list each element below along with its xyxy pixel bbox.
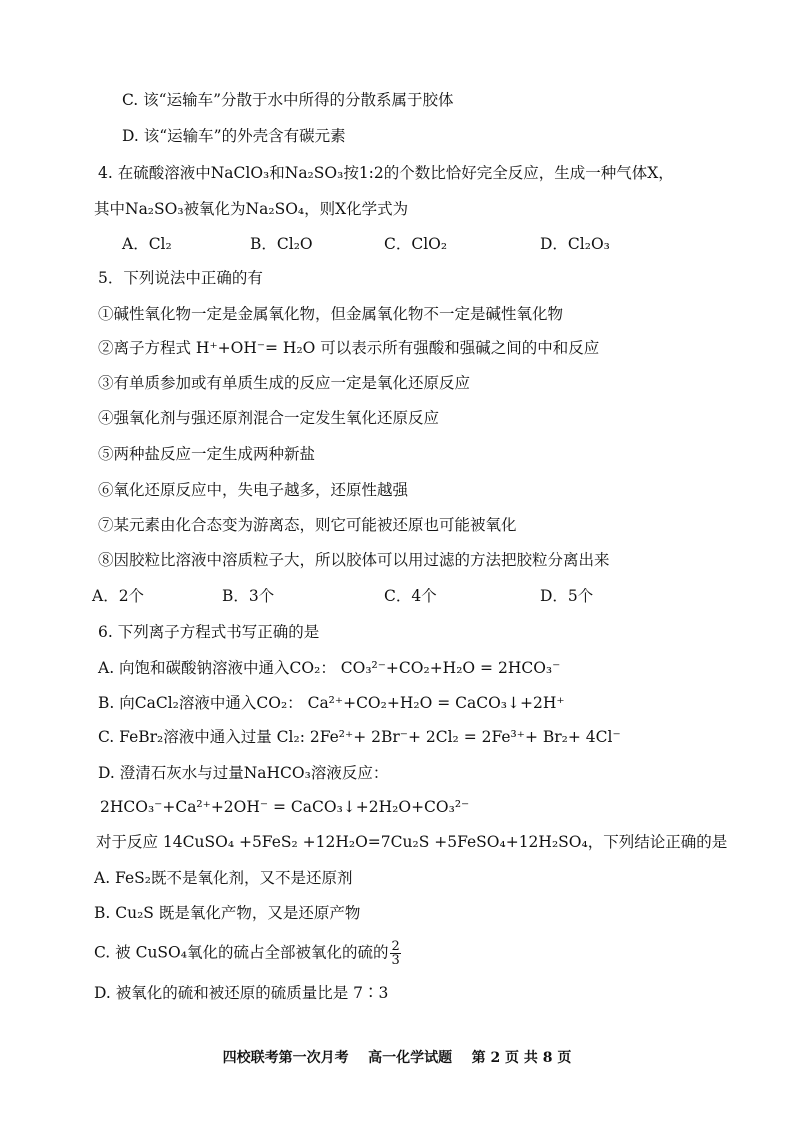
statement-8: ⑧因胶粒比溶液中溶质粒子大，所以胶体可以用过滤的方法把胶粒分离出来 — [98, 551, 610, 569]
question-5-stem: 5．下列说法中正确的有 — [98, 269, 263, 287]
fraction-numerator: 2 — [391, 939, 400, 954]
statement-3: ③有单质参加或有单质生成的反应一定是氧化还原反应 — [98, 374, 471, 392]
q3-option-c: C. 该“运输车”分散于水中所得的分散系属于胶体 — [122, 91, 454, 109]
q4-option-d: D．Cl₂O₃ — [540, 235, 610, 253]
statement-1: ①碱性氧化物一定是金属氧化物，但金属氧化物不一定是碱性氧化物 — [98, 305, 564, 323]
q6-option-d-equation: 2HCO₃⁻+Ca²⁺+2OH⁻ = CaCO₃↓+2H₂O+CO₃²⁻ — [100, 798, 470, 816]
q7-option-d: D. 被氧化的硫和被还原的硫质量比是 7∶3 — [94, 984, 389, 1002]
q6-option-b: B. 向CaCl₂溶液中通入CO₂： Ca²⁺+CO₂+H₂O = CaCO₃↓+2H⁺ — [98, 694, 565, 712]
q5-option-c: C．4个 — [384, 587, 437, 605]
q6-option-c: C. FeBr₂溶液中通入过量 Cl₂: 2Fe²⁺+ 2Br⁻+ 2Cl₂ = 2Fe³⁺+ Br₂+ 4Cl⁻ — [98, 728, 621, 746]
q7-option-b: B. Cu₂S 既是氧化产物，又是还原产物 — [94, 904, 361, 922]
question-7-stem: 对于反应 14CuSO₄ +5FeS₂ +12H₂O=7Cu₂S +5FeSO₄+12H₂SO₄，下列结论正确的是 — [96, 833, 728, 851]
q6-option-a: A. 向饱和碳酸钠溶液中通入CO₂： CO₃²⁻+CO₂+H₂O = 2HCO₃⁻ — [98, 659, 561, 677]
q4-option-b: B．Cl₂O — [250, 235, 313, 253]
q5-option-d: D．5个 — [540, 587, 594, 605]
statement-7: ⑦某元素由化合态变为游离态，则它可能被还原也可能被氧化 — [98, 516, 517, 534]
q4-option-c: C．ClO₂ — [384, 235, 448, 253]
question-6-stem: 6. 下列离子方程式书写正确的是 — [98, 623, 320, 641]
fraction-denominator: 3 — [391, 953, 400, 968]
q4-option-a: A．Cl₂ — [122, 235, 172, 253]
statement-5: ⑤两种盐反应一定生成两种新盐 — [98, 445, 316, 463]
question-4-line-1: 4. 在硫酸溶液中NaClO₃和Na₂SO₃按1:2的个数比恰好完全反应，生成一种气体X， — [98, 164, 674, 182]
q5-option-a: A．2个 — [92, 587, 145, 605]
page-footer: 四校联考第一次月考 高一化学试题 第 2 页 共 8 页 — [222, 1050, 572, 1066]
fraction-two-thirds — [390, 940, 400, 967]
q3-option-d: D. 该“运输车”的外壳含有碳元素 — [122, 127, 346, 145]
q7-option-c-text: C. 被 CuSO₄氧化的硫占全部被氧化的硫的 — [94, 943, 389, 962]
statement-4: ④强氧化剂与强还原剂混合一定发生氧化还原反应 — [98, 409, 440, 427]
q5-option-b: B．3个 — [222, 587, 275, 605]
statement-6: ⑥氧化还原反应中，失电子越多，还原性越强 — [98, 481, 409, 499]
statement-2: ②离子方程式 H⁺+OH⁻= H₂O 可以表示所有强酸和强碱之间的中和反应 — [98, 339, 600, 357]
q6-option-d: D. 澄清石灰水与过量NaHCO₃溶液反应： — [98, 764, 389, 782]
q7-option-c — [94, 940, 401, 967]
q7-option-a: A. FeS₂既不是氧化剂，又不是还原剂 — [94, 869, 353, 887]
question-4-line-2: 其中Na₂SO₃被氧化为Na₂SO₄，则X化学式为 — [94, 200, 409, 218]
